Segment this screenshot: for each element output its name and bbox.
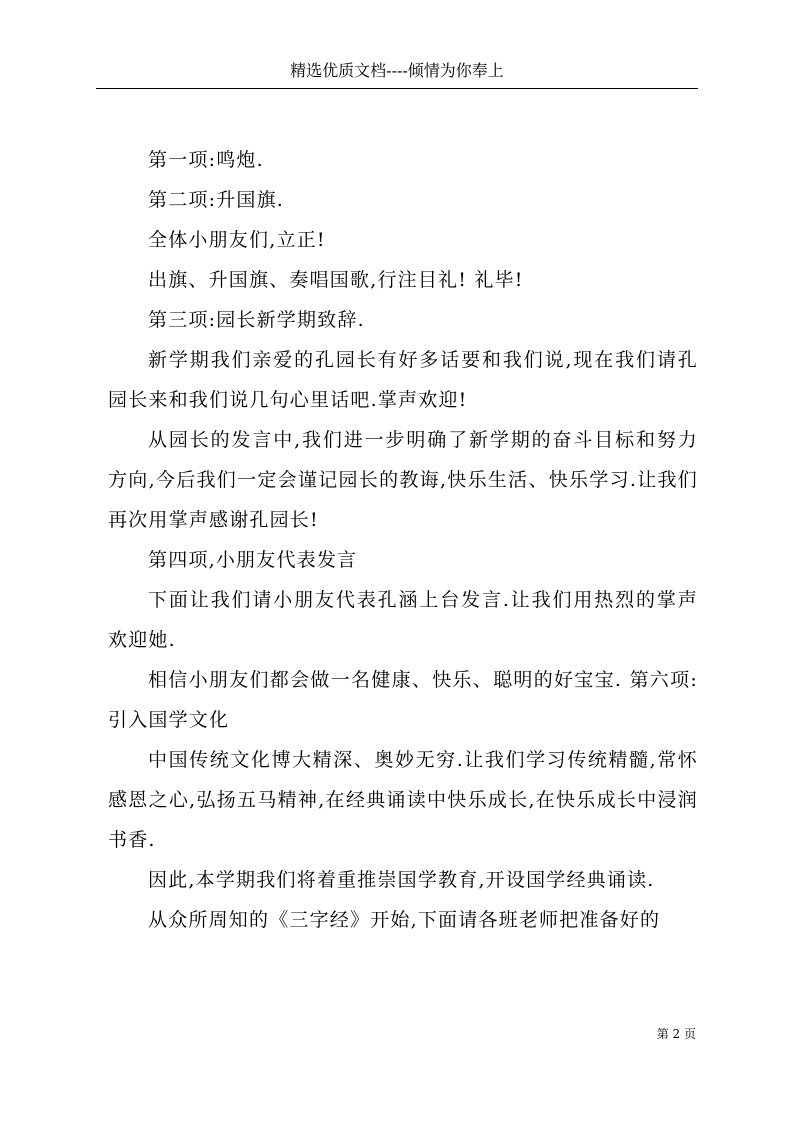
paragraph: 下面让我们请小朋友代表孔涵上台发言.让我们用热烈的掌声欢迎她.: [108, 589, 698, 651]
page-header: [96, 60, 698, 89]
paragraph: 中国传统文化博大精深、奥妙无穷.让我们学习传统精髓,常怀感恩之心,弘扬五马精神,在经典诵读中快乐成长,在快乐成长中浸润书香.: [108, 749, 698, 851]
page-number: 第 2 页: [656, 1027, 696, 1041]
paragraph: 第一项:鸣炮.: [148, 149, 264, 171]
header-title: 精选优质文档----倾情为你奉上: [290, 61, 504, 80]
paragraph: 从众所周知的《三字经》开始,下面请各班老师把准备好的: [148, 909, 661, 931]
paragraph: 新学期我们亲爱的孔园长有好多话要和我们说,现在我们请孔园长来和我们说几句心里话吧.掌声欢迎!: [108, 349, 698, 411]
document-body: [108, 140, 698, 940]
paragraph: 因此,本学期我们将着重推崇国学教育,开设国学经典诵读.: [148, 869, 655, 891]
paragraph: 第二项:升国旗.: [148, 189, 285, 211]
page-footer: [657, 1026, 696, 1042]
paragraph: 相信小朋友们都会做一名健康、快乐、聪明的好宝宝. 第六项:引入国学文化: [108, 669, 698, 731]
paragraph: 从园长的发言中,我们进一步明确了新学期的奋斗目标和努力方向,今后我们一定会谨记园长的教诲,快乐生活、快乐学习.让我们再次用掌声感谢孔园长!: [108, 429, 698, 531]
paragraph: 第三项:园长新学期致辞.: [148, 309, 365, 331]
paragraph: 第四项,小朋友代表发言: [148, 549, 358, 571]
paragraph: 全体小朋友们,立正!: [148, 229, 326, 251]
paragraph: 出旗、升国旗、奏唱国歌,行注目礼! 礼毕!: [148, 269, 524, 291]
